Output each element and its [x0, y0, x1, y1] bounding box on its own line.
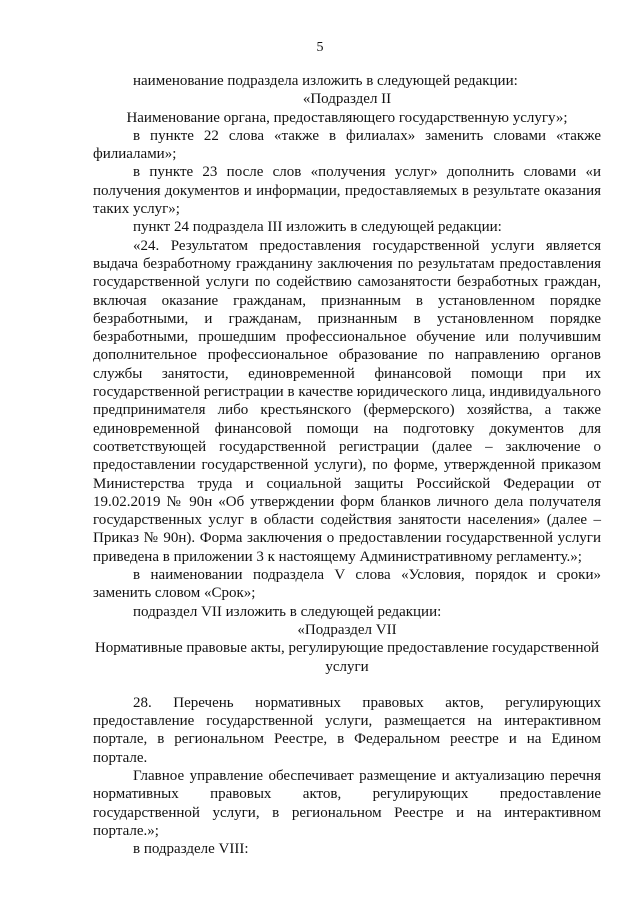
paragraph: «Подраздел II — [302, 91, 392, 108]
paragraph: «24. Результатом предоставления государственной услуги является выдача безработному гражданину заключения по результатам предоставления государственной услуги по содействию самозанятости безработных граждан, включая оказание гражданам, признанным в установленном порядке безработными, и гражданам, признанным в установленном порядке безработными, прошедшим профессиональное обучение или получившим дополнительное профессиональное образование по направлению органов службы занятости, единовременной финансовой помощи при их государственной регистрации в качестве юридического лица, индивидуального предпринимателя либо крестьянского (фермерского) хозяйства, а также единовременной финансовой помощи на подготовку документов для соответствующей государственной регистрации (далее – заключение о предоставлении государственной услуги), по форме, утвержденной приказом Министерства труда и социальной защиты Российской Федерации от 19.02.2019 № 90н «Об утверждении форм бланков личного дела получателя государственных услуг в области содействия занятости населения» (далее – Приказ № 90н). Форма заключения о предоставлении государственной услуги приведена в приложении 3 к настоящему Административному регламенту.»; — [93, 237, 601, 565]
paragraph: в пункте 23 после слов «получения услуг» дополнить словами «и получения документов и информации, предоставляемых в результате оказания таких услуг»; — [93, 164, 601, 218]
paragraph: подраздел VII изложить в следующей редакции: — [133, 603, 442, 620]
paragraph: Главное управление обеспечивает размещение и актуализацию перечня нормативных правовых актов, регулирующих предоставление государственной услуги, в региональном Реестре и на интерактивном портале.»; — [93, 767, 601, 839]
paragraph: в наименовании подраздела V слова «Условия, порядок и сроки» заменить словом «Срок»; — [93, 567, 601, 602]
paragraph: наименование подраздела изложить в следующей редакции: — [133, 73, 518, 89]
page-number: 5 — [316, 40, 324, 55]
paragraph: «Подраздел VII — [297, 621, 397, 638]
document-body — [93, 72, 601, 858]
paragraph: в пункте 22 слова «также в филиалах» заменить словами «также филиалами»; — [93, 127, 601, 163]
paragraph: пункт 24 подраздела III изложить в следующей редакции: — [133, 219, 502, 236]
paragraph: Нормативные правовые акты, регулирующие предоставление государственной услуги — [94, 640, 600, 675]
paragraph: 28. Перечень нормативных правовых актов, регулирующих предоставление государственной услуги, размещается на интерактивном портале, в региональном Реестре, в Федеральном реестре и на Едином портале. — [93, 694, 601, 766]
paragraph: Наименование органа, предоставляющего государственную услугу»; — [126, 109, 568, 126]
paragraph: в подразделе VIII: — [133, 841, 249, 858]
